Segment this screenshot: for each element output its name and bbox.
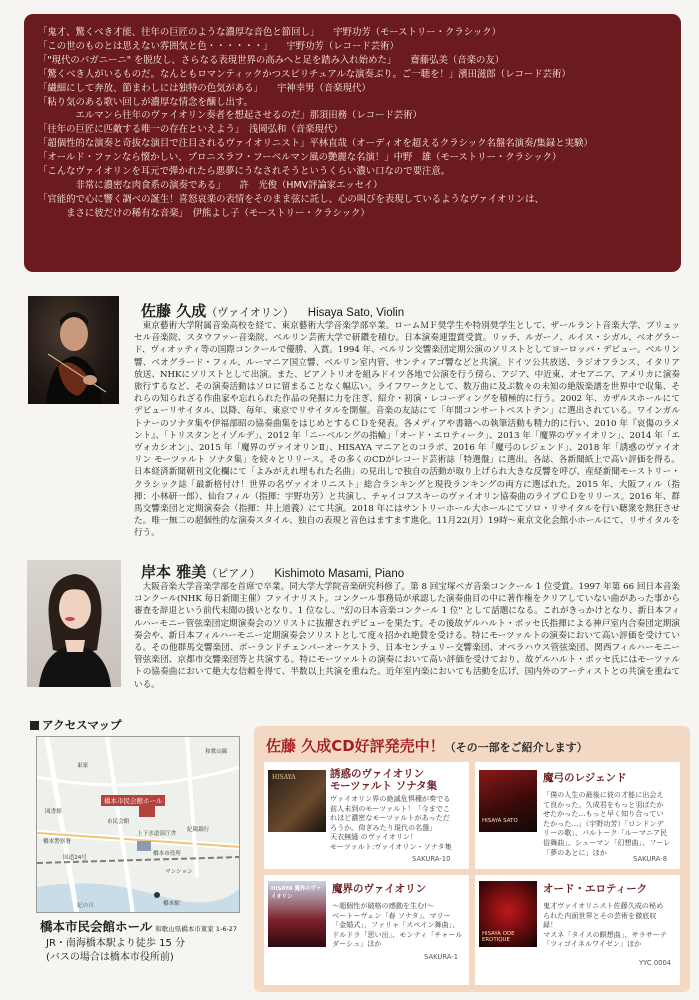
quote-line: エルマンら往年のヴァイオリン奏者を想起させるのだ」那須田務（レコード芸術） (38, 110, 423, 122)
cd-desc-line: 録！ (543, 920, 558, 930)
cd-description (330, 794, 452, 852)
pianist-role: （ピアノ） (206, 567, 261, 580)
cd-desc-line: 前人未到のモーツァルト！「今までこ (330, 803, 450, 813)
hall-name (40, 917, 237, 935)
cd-cover-image (268, 881, 326, 947)
cd-title (543, 883, 647, 895)
cd-desc-line: ベートーヴェン「春 ソナタ」、マリー (332, 910, 451, 920)
map-road-label: 和歌山線 (205, 749, 228, 755)
map-bank-label: 紀陽銀行 (187, 827, 210, 833)
cd-catalog-code: SAKURA-1 (424, 953, 459, 961)
quote-line: 「往年の巨匠に匹敵する唯一の存在といえよう」 浅岡弘和（音楽現代） (38, 124, 343, 136)
quote-line: 「粘り気のある歌い回しが濃厚な情念を醸し出す。 (38, 96, 253, 108)
cd-desc-line: 天衣無縫 のヴァイオリン！ (330, 832, 418, 842)
cd-cover-text: HISAYA (272, 774, 296, 781)
cd-heading-main: 佐藤 久成CD好評発売中！ (266, 737, 445, 755)
quote-line: 「"現代のパガニーニ" を脱皮し、さらなる表現世界の高みへと足を踏み入れ始めた」 齋藤弘美（音楽の友） (38, 54, 505, 66)
cd-heading-sub: （その一部をご紹介します） (444, 741, 588, 754)
cd-desc-line: 鬼才ヴァイオリニスト佐藤久成の秘め (543, 901, 664, 910)
access-map-heading (30, 717, 121, 733)
quote-line: 「官能的で心に響く調べの誕生！喜怒哀楽の表情をそのまま弦に託し、心の叫びを表現しているようなヴァイオリンは、 (38, 193, 544, 205)
hall-address: 和歌山県橋本市東家 1-6-27 (155, 925, 238, 933)
pianist-name-jp: 岸本 雅美 (141, 563, 207, 581)
directions-line: JR・南海橋本駅より徒歩 15 分 (46, 938, 185, 949)
quote-line: 非常に濃密な肉食系の演奏である」 許 光俊（HMV評論家エッセイ） (38, 179, 383, 191)
quote-line: まさに彼だけの稀有な音楽」 伊熊よし子（モーストリー・クラシック） (38, 207, 370, 219)
cd-desc-line: 「僕の人生の最後に彼の才能に出会え (543, 790, 664, 799)
cd-catalog-code: YYC 0004 (639, 959, 672, 967)
cd-release-panel (254, 726, 690, 992)
cd-desc-line: せたかった…もっと早く知り合ってい (543, 809, 664, 819)
cd-title (332, 883, 426, 895)
map-roads (37, 737, 240, 913)
cd-description (332, 901, 462, 949)
cd-desc-line: 「ツィゴイネルワイゼン」ほか (543, 939, 642, 949)
cd-desc-line: ダーシュ」ほか (332, 939, 382, 949)
map-river-label: 紀の川 (77, 903, 94, 909)
access-map (36, 736, 240, 913)
cd-desc-line: ヴァイオリン界の絶滅危惧種が奏でる (330, 794, 451, 803)
map-city-hall-label: 橋本市役所 (153, 851, 181, 857)
violinist-bio: 東京藝術大学附属音楽高校を経て、東京藝術大学音楽学部卒業。ロームＭＦ奨学生や特別奨学生として、ザールラント音楽大学、ブリュッセル音楽院、スタウファー音楽院、ベルリン芸術大学で研鑽を積む。日本演奏連盟賞受賞。リッチ、ルガーノ、ルイス・シガル、ベオグラード、ヴィオッティ等の国際コンクールで優勝、入賞。1994 年、ベルリン交響楽団定期公演のソリストとしてヨーロッパ・デビュー。ベルリン響、ベオグラード・フィル、ルーマニア国立響、ベルリン室内管、サンティアゴ響などと共演。ドイツ公共放送、ラジオフランス、イタリア放送、NHKにソリストとして出演。また、ピアノトリオを組みドイツ各地で公演を行う傍ら、アジア、中近東、オセアニア、アメリカに演奏旅行するなど、その演奏活動はソロに留まることなく幅広い。ライフワークとして、数万曲に及ぶ数々の未知の絶版楽譜を世界中で収集、それらの知られざる作曲家や忘れられた作品の発掘に力を注ぎ、紹介・初演・レコーディングを積極的に行う。2002 年、カザルスホールにてデビューリサイタル、以降、毎年、東京でリサイタルを開催。音楽の友誌にて「年間コンサートベストテン」に選出されている。ワインガルトナーのソナタ集や伊福部昭の協奏曲集をはじめとするＣＤを発表。各メディアや書籍への執筆活動も精力的に行い、2010 年『哀傷のラメント』、「トリスタンとイゾルデ」、2012 年「ニーベルングの指輪」「オード・エロティーク」、2013 年「魔界のヴァイオリン」、2014 年「エヴォカシオン」、2015 年「魔界のヴァイオリンⅡ」、HISAYA マニアとのコラボ、2016 年「魔弓のレジェンド」、2018 年「誘惑のヴァイオリン モーツァルト ソナタ集」を続々とリリース。その多くのCDがレコード芸術誌「特選盤」に選出。各誌、各新聞紙上で高い評価を得る。日本経済新聞朝刊文化欄にて「よみがえれ埋もれた名曲」の見出しで独自の活動が取り上げられ大きな反響を呼び、産経新聞モーストリー・クラシック誌「最新格付け！世界の名ヴァイオリニスト」総合ランキングと現役ランキングの両方に選ばれた。2015 年、大阪フィル（指揮：小林研一郎）、仙台フィル（指揮：宇野功芳）と共演し、チャイコフスキーのヴァイオリン協奏曲のライブＣＤをリリース。2016 年、群馬交響楽団と定期演奏会（指揮：井上道義）にて共演。2018 年にはサントリーホール大ホールにてソロ・リサイタルを行い聴衆を熱狂させた。唯一無二の超個性的な演奏スタイル、独自の表現と音色はますます進化。11月22(月）19時〜東京文化会館小ホールにて、リサイタルを行う。 (134, 321, 680, 539)
map-hall-sub-label: 市民会館 (107, 819, 130, 825)
cd-desc-line: モーツァルト:ヴァイオリン・ソナタ集 (330, 841, 452, 851)
hall-directions (46, 937, 185, 965)
cd-title-line: オード・エロティーク (543, 883, 648, 895)
cd-panel-heading (266, 735, 588, 756)
cd-title (330, 768, 437, 792)
cd-desc-line: ドルドラ「思い出」、モンティ「チャール (332, 929, 463, 939)
violinist-role: （ヴァイオリン） (206, 306, 294, 319)
map-mansion-label: マンション (165, 869, 193, 875)
violinist-photo (28, 296, 119, 404)
violinist-name-jp: 佐藤 久成 (141, 302, 207, 320)
cd-catalog-code: SAKURA-10 (412, 855, 451, 863)
quote-line: 「この世のものとは思えない雰囲気と色・・・・・・」 宇野功芳（レコード芸術） (38, 40, 399, 52)
hall-name-text: 橋本市民会館ホール (40, 919, 153, 934)
pianist-bio: 大阪音楽大学音楽学部を首席で卒業。同大学大学院音楽研究科修了。第 8 回宝塚ベガ音楽コンクール 1 位受賞。1997 年第 66 回日本音楽コンクール(NHK 毎日新聞主催）ファイナリスト。コンクール事務局が承認した演奏曲目の中に著作権をクリアしていない曲があった事から審査を辞退という前代未聞の扱いとなり、1 位なし、"幻の日本音楽コンクール 1 位" として話題になる。これがきっかけとなり、新日本フィルハーモニー管弦楽団定期演奏会のソリストに抜擢されデビューを果たす。その後故ゲルハルト・ボッセ氏指揮による神戸室内合奏団定期演奏会や、新日本フィルハーモニー定期演奏会ソリストとして度々招かれ絶賛を受ける。特にモーツァルトの演奏において高い評価を受けている。その他群馬交響楽団、ポーランドチェンバーオーケストラ、日本センチュリー交響楽団、オペラハウス管弦楽団、関西フィルハーモニー管弦楽団、京都市交響楽団等と共演する。特にモーツァルトの演奏において高い評価を受けており、故ゲルハルト・ボッセ氏にはモーツァルトの協奏曲において絶大な信頼を得て、半数以上共演を重ねた。近年室内楽においても活動を広げ、国内外のアーティストとの共演を重ねている。 (134, 582, 680, 690)
cd-card (264, 875, 469, 985)
cd-title (543, 772, 627, 784)
cd-desc-line: 「夢のあとに」ほか (543, 847, 607, 857)
cd-desc-line: リーの歌」、バルトーク「ルーマニア民 (543, 828, 668, 838)
cd-catalog-code: SAKURA-8 (633, 855, 668, 863)
cd-desc-line: られた内面世界とその芸術を徹底収 (543, 910, 657, 920)
map-gov-label: 上下水道部庁舎 (137, 831, 177, 837)
map-hall-label: 橋本市民会館ホール (101, 795, 165, 806)
map-station-label: 橋本駅 (163, 901, 180, 907)
cd-desc-line: 「金婚式」、ファリャ「スペイン舞曲」、 (332, 920, 460, 930)
cd-desc-line: 俗舞曲」、シューマン「幻想曲」、フーレ (543, 837, 671, 847)
quote-line: 「超個性的な演奏と奇抜な演目で注目されるヴァイオリニスト」平林直哉（オーディオを超えるクラシック名盤名演奏/集録と実験） (38, 138, 593, 150)
quote-line: 「こんなヴァイオリンを耳元で弾かれたら悪夢にうなされそうというくらい濃い口なので要注意。 (38, 166, 451, 178)
map-route-label: 国道24号 (63, 855, 87, 861)
cd-cover-image (479, 770, 537, 832)
quote-line: 「オールド・ファンなら懐かしい、ブロニスラフ・フーベルマン風の艶麗な名演！」中野 雄（モーストリー・クラシック） (38, 152, 562, 164)
cd-card (475, 762, 680, 869)
cd-desc-line: ろうか。仰ぎみたり現代の名盤」 (330, 822, 437, 832)
pianist-name (141, 561, 404, 582)
cd-title-line: 魔界のヴァイオリン (332, 883, 427, 895)
map-east-label: 東家 (77, 763, 89, 769)
quote-line: 「鬼才、驚くべき才能、往年の巨匠のような濃厚な音色と節回し」 宇野功芳（モーストリー・クラシック） (38, 27, 502, 38)
cd-cover-image (268, 770, 326, 832)
quote-line: 「繊細にして奔放、節まわしには独特の色気がある」 宇神幸男（音楽現代） (38, 82, 371, 94)
cd-description (543, 901, 667, 949)
map-police-label: 橋本警察署 (43, 839, 71, 845)
directions-line: (バスの場合は橋本市役所前) (46, 952, 174, 963)
cd-title-line: 魔弓のレジェンド (543, 772, 627, 784)
cd-desc-line: れほど濃密なモーツァルトがあっただ (330, 813, 450, 823)
violinist-name-en: Hisaya Sato, Violin (307, 307, 405, 319)
cd-title-line: モーツァルト ソナタ集 (330, 780, 438, 792)
pianist-name-en: Kishimoto Masami, Piano (274, 568, 405, 580)
quote-line: 「驚くべき人がいるものだ。なんともロマンティックかつスピリチュアルな演奏ぶり。ご一聴を！」濱田滋郎（レコード芸術） (38, 68, 571, 80)
cd-desc-line: 〜超個性が破格の感動を生む!〜 (332, 901, 435, 910)
cd-card (475, 875, 680, 985)
violinist-name (141, 300, 404, 321)
access-map-heading-text: アクセスマップ (42, 718, 122, 732)
cd-description (543, 790, 670, 857)
cd-card (264, 762, 469, 869)
cd-desc-line: て良かった。久成君をもっと羽ばたか (543, 799, 664, 809)
press-quotes-box (24, 14, 681, 272)
cd-cover-text: HISAYA ODE EROTIQUE (482, 931, 515, 943)
cd-desc-line: マスネ「タイスの瞑想曲」、サラサーテ (543, 929, 667, 939)
cd-cover-text: HISAYA SATO (482, 818, 518, 824)
cd-title-line: 誘惑のヴァイオリン (330, 768, 425, 780)
cd-cover-image (479, 881, 537, 947)
cd-cover-text: HISAYA 魔界のヴァイオリン (271, 886, 322, 900)
square-bullet-icon (30, 721, 39, 730)
map-library-label: 図書館 (45, 809, 62, 815)
pianist-photo (27, 560, 121, 687)
cd-desc-line: たかった…」（宇野功芳）「ロンドンデ (543, 818, 664, 828)
